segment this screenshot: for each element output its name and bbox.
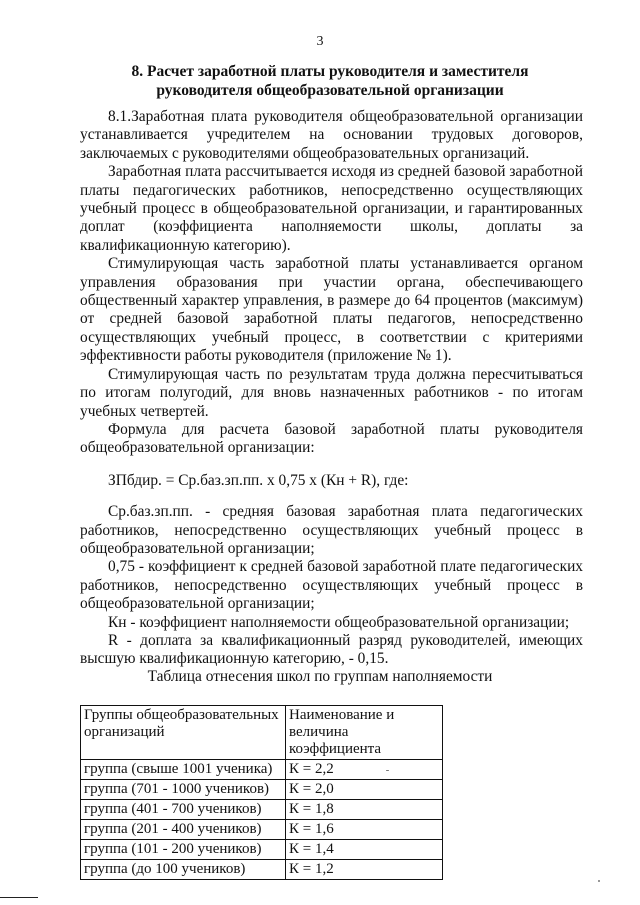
table-cell: группа (701 - 1000 учеников) <box>81 780 286 800</box>
paragraph: Стимулирующая часть заработной платы устанавливается органом управления образования при участии органа, обеспечивающего общественный характер управления, в размере до 64 процентов (максимум) от средней базовой заработной платы педагогов, непосредственно осуществляющих учебный процесс, в соответствии с критериями эффективности работы руководителя (приложение № 1). <box>80 255 583 365</box>
table-row <box>81 820 443 840</box>
page-number: 3 <box>316 34 324 49</box>
table-row <box>81 860 443 880</box>
school-groups-table <box>80 705 443 880</box>
table-cell: К = 1,4 <box>286 840 443 860</box>
paragraph: Заработная плата рассчитывается исходя из средней базовой заработной платы педагогических работников, непосредственно осуществляющих учебный процесс в общеобразовательной организации, и гарантированных доплат (коэффициента наполняемости школы, доплаты за квалификационную категорию). <box>80 163 583 254</box>
table-row <box>81 800 443 820</box>
table-cell: группа (до 100 учеников) <box>81 860 286 880</box>
scan-speck <box>386 770 389 771</box>
scan-edge-line <box>0 897 38 898</box>
heading-line-1: 8. Расчет заработной платы руководителя и заместителя <box>131 63 529 80</box>
table-cell: группа (101 - 200 учеников) <box>81 840 286 860</box>
table-header-cell: Наименование и величина коэффициента <box>286 706 443 760</box>
scan-speck <box>598 880 600 882</box>
table-header-cell: Группы общеобразовательных организаций <box>81 706 286 760</box>
formula: ЗПбдир. = Ср.баз.зп.пп. х 0,75 х (Кн + R), где: <box>108 471 409 489</box>
section-heading <box>90 62 570 100</box>
table-cell: группа (201 - 400 учеников) <box>81 820 286 840</box>
table-cell: К = 1,6 <box>286 820 443 840</box>
heading-line-2: руководителя общеобразовательной организации <box>156 82 504 99</box>
paragraph: Формула для расчета базовой заработной платы руководителя общеобразовательной организации: <box>80 420 583 457</box>
definition-item: 0,75 - коэффициент к средней базовой заработной плате педагогических работников, непосредственно осуществляющих учебный процесс в общеобразовательной организации; <box>80 558 583 613</box>
table-cell: К = 1,2 <box>286 860 443 880</box>
definition-item: Ср.баз.зп.пп. - средняя базовая заработная плата педагогических работников, непосредственно осуществляющих учебный процесс в общеобразовательной организации; <box>80 503 583 557</box>
paragraph: Стимулирующая часть по результатам труда должна пересчитываться по итогам полугодий, для вновь назначенных работников - по итогам учебных четвертей. <box>80 365 583 420</box>
paragraph: 8.1.Заработная плата руководителя общеобразовательной организации устанавливается учредителем на основании трудовых договоров, заключаемых с руководителями общеобразовательных организаций. <box>80 108 583 162</box>
table-header-row <box>81 706 443 760</box>
definition-item: Кн - коэффициент наполняемости общеобразовательной организации; <box>108 613 570 631</box>
table-cell: группа (свыше 1001 ученика) <box>81 760 286 780</box>
table-row <box>81 780 443 800</box>
table-cell: К = 2,0 <box>286 780 443 800</box>
table-caption: Таблица отнесения школ по группам наполняемости <box>147 668 493 685</box>
document-body <box>80 108 583 669</box>
definition-item: R - доплата за квалификационный разряд руководителей, имеющих высшую квалификационную категорию, - 0,15. <box>80 631 583 668</box>
table-cell: К = 2,2 <box>286 760 443 780</box>
table-cell: К = 1,8 <box>286 800 443 820</box>
table-cell: группа (401 - 700 учеников) <box>81 800 286 820</box>
table-row <box>81 840 443 860</box>
